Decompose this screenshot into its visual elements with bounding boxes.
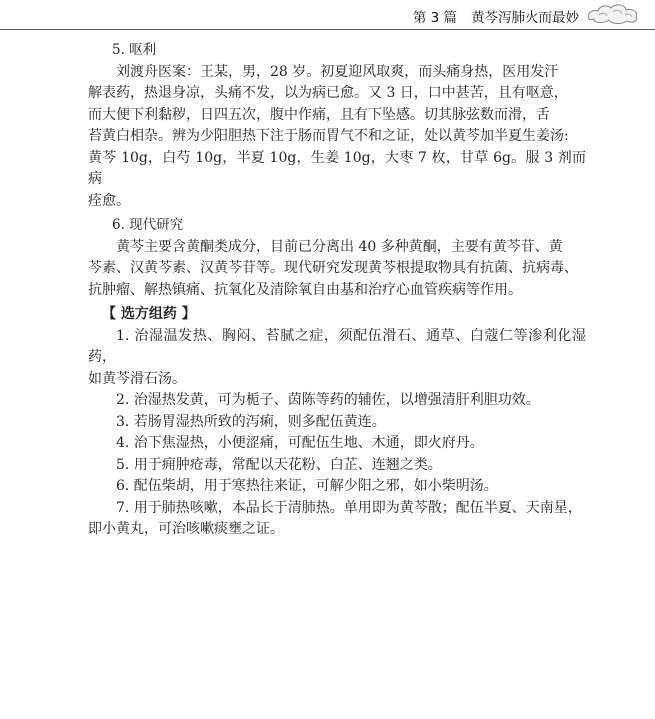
section-heading-5: 5. 呕利 (112, 42, 157, 58)
case-paragraph-line: 解表药，热退身凉，头痛不发，以为病已愈。又 3 日，口中甚苦，且有呕意， (88, 85, 568, 101)
case-paragraph-line: 而大便下利黏秽，日四五次，腹中作痛，且有下坠感。切其脉弦数而滑，舌 (88, 106, 550, 123)
header-rule (0, 29, 655, 30)
case-paragraph-line: 黄芩 10g，白芍 10g，半夏 10g，生姜 10g，大枣 7 枚，甘草 6g。服 3 剂而病 (88, 149, 586, 187)
combination-item-1: 1. 治湿温发热、胸闷、苔腻之症，须配伍滑石、通草、白蔻仁等渗利化湿药， (88, 327, 586, 365)
combination-heading: 【 选方组药 】 (102, 306, 196, 322)
combination-item-7-cont: 即小黄丸，可治咳嗽痰壅之证。 (88, 521, 284, 537)
case-paragraph-line: 痊愈。 (88, 192, 130, 209)
cloud-ornament-icon (585, 2, 641, 26)
combination-item-4: 4. 治下焦湿热，小便涩痛，可配伍生地、木通，即火府丹。 (116, 435, 484, 451)
research-paragraph-line: 黄芩主要含黄酮类成分，目前已分离出 40 多种黄酮，主要有黄芩苷、黄 (116, 238, 563, 255)
running-header (413, 6, 579, 26)
chapter-title: 黄芩泻肺火而最妙 (471, 10, 579, 26)
combination-item-3: 3. 若肠胃湿热所致的泻痢，则多配伍黄连。 (116, 413, 386, 430)
section-heading-6: 6. 现代研究 (112, 217, 184, 233)
research-paragraph-line: 抗肿瘤、解热镇痛、抗氧化及清除氧自由基和治疗心血管疾病等作用。 (88, 281, 522, 298)
combination-item-6: 6. 配伍柴胡，用于寒热往来证，可解少阳之邪，如小柴明汤。 (116, 478, 498, 494)
combination-item-2: 2. 治湿热发黄，可为栀子、茵陈等药的辅佐，以增强清肝利胆功效。 (116, 392, 540, 408)
case-paragraph-line: 刘渡舟医案：王某，男，28 岁。初夏迎风取爽，而头痛身热，医用发汗 (116, 63, 559, 80)
page-header (0, 0, 655, 30)
research-paragraph-line: 芩素、汉黄芩素、汉黄芩苷等。现代研究发现黄芩根提取物具有抗菌、抗病毒、 (88, 260, 578, 276)
combination-item-1-cont: 如黄芩滑石汤。 (88, 370, 186, 387)
combination-item-5: 5. 用于痈肿疮毒，常配以天花粉、白芷、连翘之类。 (116, 456, 442, 473)
chapter-label: 第 3 篇 (412, 10, 457, 26)
combination-item-7: 7. 用于肺热咳嗽，本品长于清肺热。单用即为黄芩散；配伍半夏、天南星， (116, 499, 582, 516)
case-paragraph-line: 苔黄白相杂。辨为少阳胆热下注于肠而胃气不和之证，处以黄芩加半夏生姜汤: (88, 128, 569, 144)
page-body (88, 40, 586, 541)
